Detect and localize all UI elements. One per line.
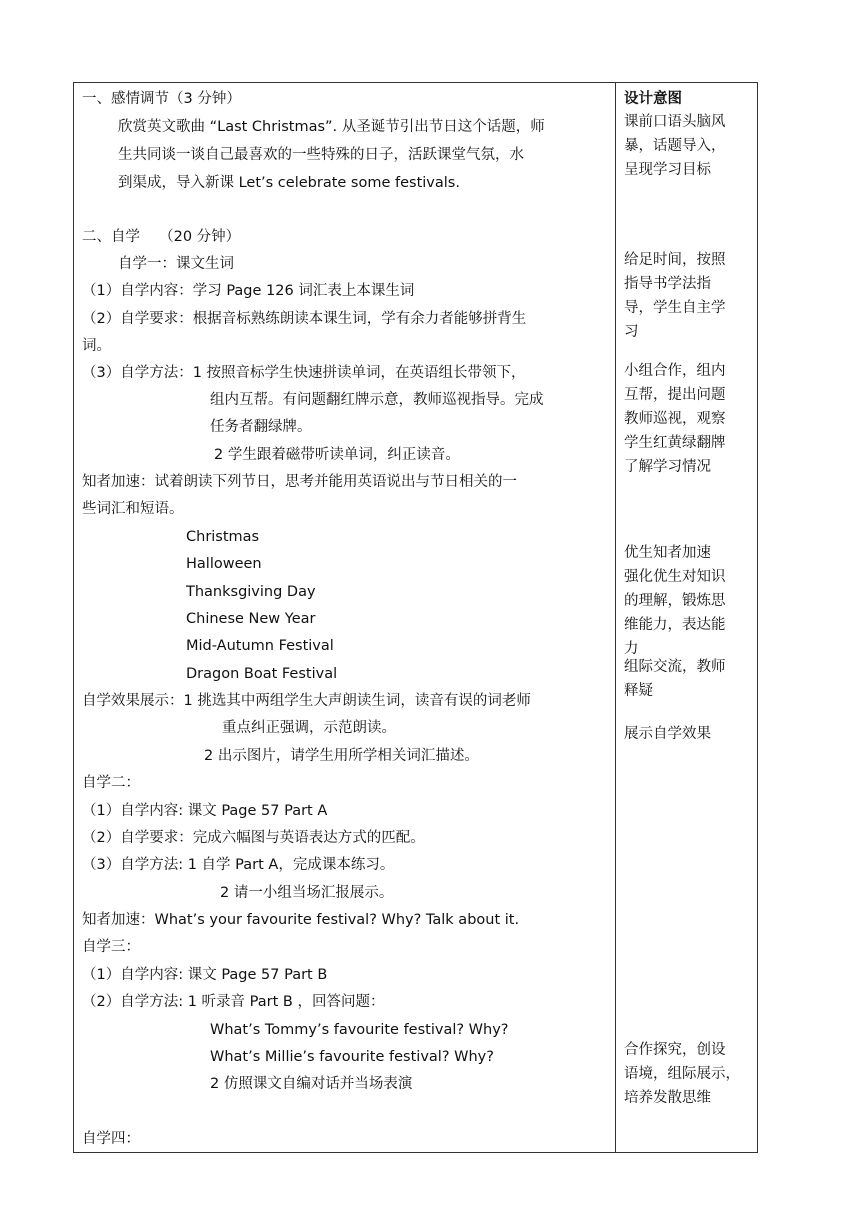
- intent-line: 强化优生对知识: [624, 569, 726, 585]
- design-intent-title: 设计意图: [624, 91, 682, 107]
- festival-item: Mid-Autumn Festival: [186, 638, 334, 654]
- text-line: 词。: [82, 338, 111, 354]
- text-line: （1）自学内容：学习 Page 126 词汇表上本课生词: [82, 283, 415, 299]
- text-line: What’s Tommy’s favourite festival? Why?: [210, 1022, 509, 1038]
- intent-line: 互帮，提出问题: [624, 387, 726, 403]
- intent-line: 暴，话题导入，: [624, 138, 726, 154]
- intent-line: 维能力，表达能: [624, 617, 726, 633]
- text-line: （3）自学方法: 1 自学 Part A，完成课本练习。: [82, 857, 395, 873]
- intent-line: 组际交流，教师: [624, 659, 726, 675]
- intent-line: 习: [624, 324, 639, 340]
- festival-item: Christmas: [186, 529, 260, 545]
- text-line: 组内互帮。有问题翻红牌示意，教师巡视指导。完成: [210, 392, 544, 408]
- intent-line: 课前口语头脑风: [624, 114, 726, 130]
- text-line: 知者加速：试着朗读下列节日，思考并能用英语说出与节日相关的一: [82, 474, 517, 490]
- intent-line: 语境，组际展示，: [624, 1066, 740, 1082]
- intent-line: 呈现学习目标: [624, 162, 711, 178]
- intent-line: 合作探究，创设: [624, 1042, 726, 1058]
- sub-heading: 自学二：: [82, 775, 140, 791]
- text-line: 2 学生跟着磁带听读单词，纠正读音。: [214, 447, 460, 463]
- sub-heading: 自学三：: [82, 939, 140, 955]
- intent-line: 导，学生自主学: [624, 300, 726, 316]
- text-line: （2）自学方法: 1 听录音 Part B ，回答问题：: [82, 994, 385, 1010]
- text-line: 些词汇和短语。: [82, 501, 184, 517]
- intent-line: 指导书学法指: [624, 276, 711, 292]
- sub-heading: 自学一：课文生词: [118, 256, 234, 272]
- intent-line: 学生红黄绿翻牌: [624, 435, 726, 451]
- text-line: （1）自学内容: 课文 Page 57 Part A: [82, 803, 328, 819]
- text-line: 欣赏英文歌曲 “Last Christmas”. 从圣诞节引出节日这个话题，师: [118, 119, 545, 135]
- festival-item: Halloween: [186, 556, 262, 572]
- intent-line: 培养发散思维: [624, 1090, 711, 1106]
- lesson-plan-table: [73, 82, 758, 1153]
- section-heading: 二、自学 （20 分钟）: [82, 229, 241, 245]
- intent-line: 给足时间，按照: [624, 252, 726, 268]
- intent-line: 展示自学效果: [624, 726, 711, 742]
- text-line: 2 出示图片，请学生用所学相关词汇描述。: [204, 748, 479, 764]
- text-line: 重点纠正强调，示范朗读。: [222, 720, 396, 736]
- text-line: 2 仿照课文自编对话并当场表演: [210, 1076, 413, 1092]
- text-line: 2 请一小组当场汇报展示。: [220, 885, 394, 901]
- text-line: What’s Millie’s favourite festival? Why?: [210, 1049, 494, 1065]
- text-line: 生共同谈一谈自己最喜欢的一些特殊的日子，活跃课堂气氛，水: [118, 147, 524, 163]
- section-heading: 一、感情调节（3 分钟）: [82, 91, 241, 107]
- intent-line: 了解学习情况: [624, 459, 711, 475]
- text-line: 自学效果展示：1 挑选其中两组学生大声朗读生词，读音有误的词老师: [82, 693, 531, 709]
- text-line: 任务者翻绿牌。: [210, 419, 312, 435]
- festival-item: Thanksgiving Day: [186, 584, 316, 600]
- sub-heading: 自学四：: [82, 1131, 140, 1147]
- column-divider: [615, 83, 616, 1152]
- text-line: （2）自学要求：根据音标熟练朗读本课生词，学有余力者能够拼背生: [82, 311, 527, 327]
- text-line: （3）自学方法：1 按照音标学生快速拼读单词，在英语组长带领下，: [82, 365, 526, 381]
- intent-line: 的理解，锻炼思: [624, 593, 726, 609]
- intent-line: 释疑: [624, 683, 653, 699]
- festival-item: Dragon Boat Festival: [186, 666, 338, 682]
- intent-line: 小组合作，组内: [624, 363, 726, 379]
- text-line: （2）自学要求：完成六幅图与英语表达方式的匹配。: [82, 830, 425, 846]
- text-line: 知者加速：What’s your favourite festival? Why? Talk about it.: [82, 912, 520, 928]
- intent-line: 优生知者加速: [624, 545, 711, 561]
- intent-line: 教师巡视，观察: [624, 411, 726, 427]
- text-line: （1）自学内容: 课文 Page 57 Part B: [82, 967, 328, 983]
- intent-line: 力: [624, 641, 639, 657]
- text-line: 到渠成，导入新课 Let’s celebrate some festivals.: [118, 175, 460, 191]
- festival-item: Chinese New Year: [186, 611, 316, 627]
